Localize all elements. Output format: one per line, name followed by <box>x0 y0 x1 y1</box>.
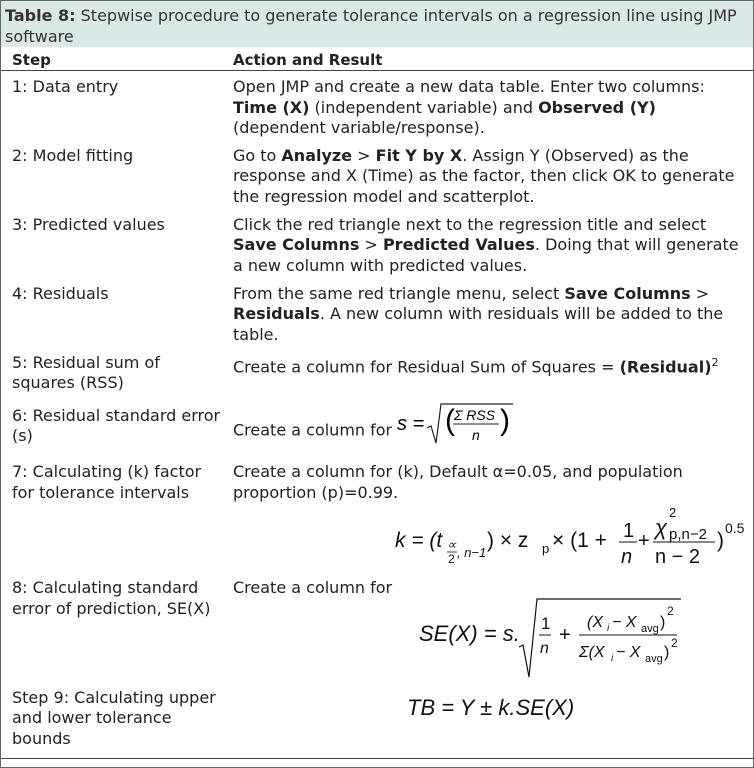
table-row <box>0 71 754 143</box>
step-cell: 7: Calculating (k) factor for tolerance intervals <box>12 462 202 502</box>
action-cell <box>227 71 754 143</box>
table-row <box>0 212 754 281</box>
k-chisup: 2 <box>669 505 677 520</box>
table-row <box>0 281 754 350</box>
step-cell: 2: Model fitting <box>12 145 134 165</box>
action-cell <box>227 575 754 685</box>
procedure-table <box>0 47 754 759</box>
se-n: n <box>540 639 549 657</box>
header-step: Step <box>0 47 227 71</box>
action-cell <box>227 403 754 460</box>
caption-text: Stepwise procedure to generate tolerance intervals on a regression line using JMP software <box>5 6 737 46</box>
k-den: n − 2 <box>655 546 701 568</box>
se-one: 1 <box>541 613 551 633</box>
action-text: Create a column for Residual Sum of Squares = <box>233 356 620 376</box>
action-text: 2 <box>711 355 719 369</box>
se-minus: − X <box>612 613 637 631</box>
action-text: From the same red triangle menu, select <box>233 283 565 303</box>
k-times: × (1 + <box>552 529 607 552</box>
se-close2: ) <box>664 643 670 661</box>
action-cell <box>227 459 754 575</box>
action-text: Time (X) <box>233 97 310 117</box>
action-text: Save Columns <box>564 283 691 303</box>
k-chi: χ <box>655 515 668 540</box>
s-den: n <box>472 426 481 443</box>
k-lhs: k = (t <box>395 529 443 552</box>
action-text: > <box>690 283 710 303</box>
table-row <box>0 403 754 460</box>
action-text: (dependent variable/response). <box>233 118 485 137</box>
se-avg2: avg <box>645 652 663 665</box>
action-text: Observed (Y) <box>538 97 656 117</box>
paren-open: ( <box>445 403 456 437</box>
action-cell <box>227 685 754 759</box>
k-n: n <box>621 546 633 568</box>
step-cell: Step 9: Calculating upper and lower tolerance bounds <box>0 685 227 759</box>
se-i: i <box>607 622 610 634</box>
action-text: Go to <box>233 145 282 165</box>
se-plus: + <box>559 623 571 646</box>
table-header-row <box>0 47 754 71</box>
se-den: Σ(X <box>579 643 605 661</box>
table-body <box>0 71 754 759</box>
s-sum: Σ RSS <box>454 406 496 423</box>
tb-formula <box>233 688 750 754</box>
se-sqrt <box>519 599 681 677</box>
se-sq2: 2 <box>671 635 678 650</box>
action-cell <box>227 212 754 281</box>
action-text: . A new column with residuals will be added to the table. <box>233 304 724 344</box>
se-sq1: 2 <box>667 603 674 618</box>
header-action: Action and Result <box>227 47 754 71</box>
action-text: Residuals <box>233 304 320 323</box>
k-one: 1 <box>623 520 635 542</box>
s-formula-svg <box>397 402 517 446</box>
k-mid: ) × z <box>487 529 529 552</box>
step-cell: 3: Predicted values <box>12 214 165 234</box>
action-text: (Residual) <box>619 356 712 376</box>
action-text: Fit Y by X <box>375 145 463 165</box>
action-text: . Doing that will generate a new column with predicted values. <box>233 235 739 275</box>
action-text: > <box>359 235 383 254</box>
tb-text: TB = Y ± k.SE(X) <box>407 694 575 720</box>
k-formula-svg <box>391 499 754 569</box>
paren-close: ) <box>500 403 511 437</box>
step-cell: 6: Residual standard error (s) <box>12 405 221 445</box>
se-num: (X <box>587 613 603 631</box>
rss-formula <box>397 402 517 452</box>
se-lhs: SE(X) = s. <box>419 620 520 646</box>
k-p: p <box>542 541 550 556</box>
action-text: (independent variable) and <box>309 97 539 117</box>
k-chisub: p,n−2 <box>669 526 707 543</box>
action-cell <box>227 143 754 212</box>
action-text: . Assign Y (Observed) as the response and X (Time) as the factor, then click OK to generate the regression model and scatterplot. <box>233 145 735 206</box>
table-caption <box>0 0 754 47</box>
action-text: Create a column for <box>233 419 398 439</box>
k-exp: 0.5 <box>725 520 745 536</box>
action-text: Analyze <box>281 145 353 165</box>
action-text: Save Columns <box>233 235 360 254</box>
table-row <box>0 459 754 575</box>
table-row <box>0 350 754 403</box>
step-cell: 8: Calculating standard error of prediction, SE(X) <box>12 578 211 618</box>
step-cell: 4: Residuals <box>12 283 109 303</box>
step-cell: 5: Residual sum of squares (RSS) <box>12 352 160 392</box>
table-row <box>0 575 754 685</box>
action-text: Create a column for (k), Default α=0.05, and population proportion (p)=0.99. <box>233 462 683 502</box>
k-two: 2 <box>448 552 455 566</box>
step-cell: 1: Data entry <box>12 77 119 96</box>
k-alpha: ∝ <box>447 537 457 552</box>
action-text: Predicted Values <box>382 235 535 254</box>
table-row <box>0 685 754 759</box>
se-formula <box>233 599 750 681</box>
k-nm1: , n−1 <box>457 545 487 560</box>
action-text: Click the red triangle next to the regression title and select <box>233 214 707 234</box>
se-close: ) <box>660 613 666 631</box>
action-cell <box>227 350 754 403</box>
action-text: Open JMP and create a new data table. Enter two columns: <box>233 77 705 96</box>
action-cell <box>227 281 754 350</box>
table-row <box>0 143 754 212</box>
s-lhs: s = <box>397 412 425 435</box>
k-close: ) <box>717 529 724 552</box>
action-text: Create a column for <box>233 578 393 597</box>
se-formula-svg <box>419 595 719 681</box>
caption-label: Table 8: <box>5 6 76 25</box>
k-formula <box>233 503 750 569</box>
se-i2: i <box>611 652 614 664</box>
action-text: > <box>352 145 376 165</box>
se-avg: avg <box>641 622 659 635</box>
k-plus: + <box>638 530 650 552</box>
se-minus2: − X <box>616 643 641 661</box>
